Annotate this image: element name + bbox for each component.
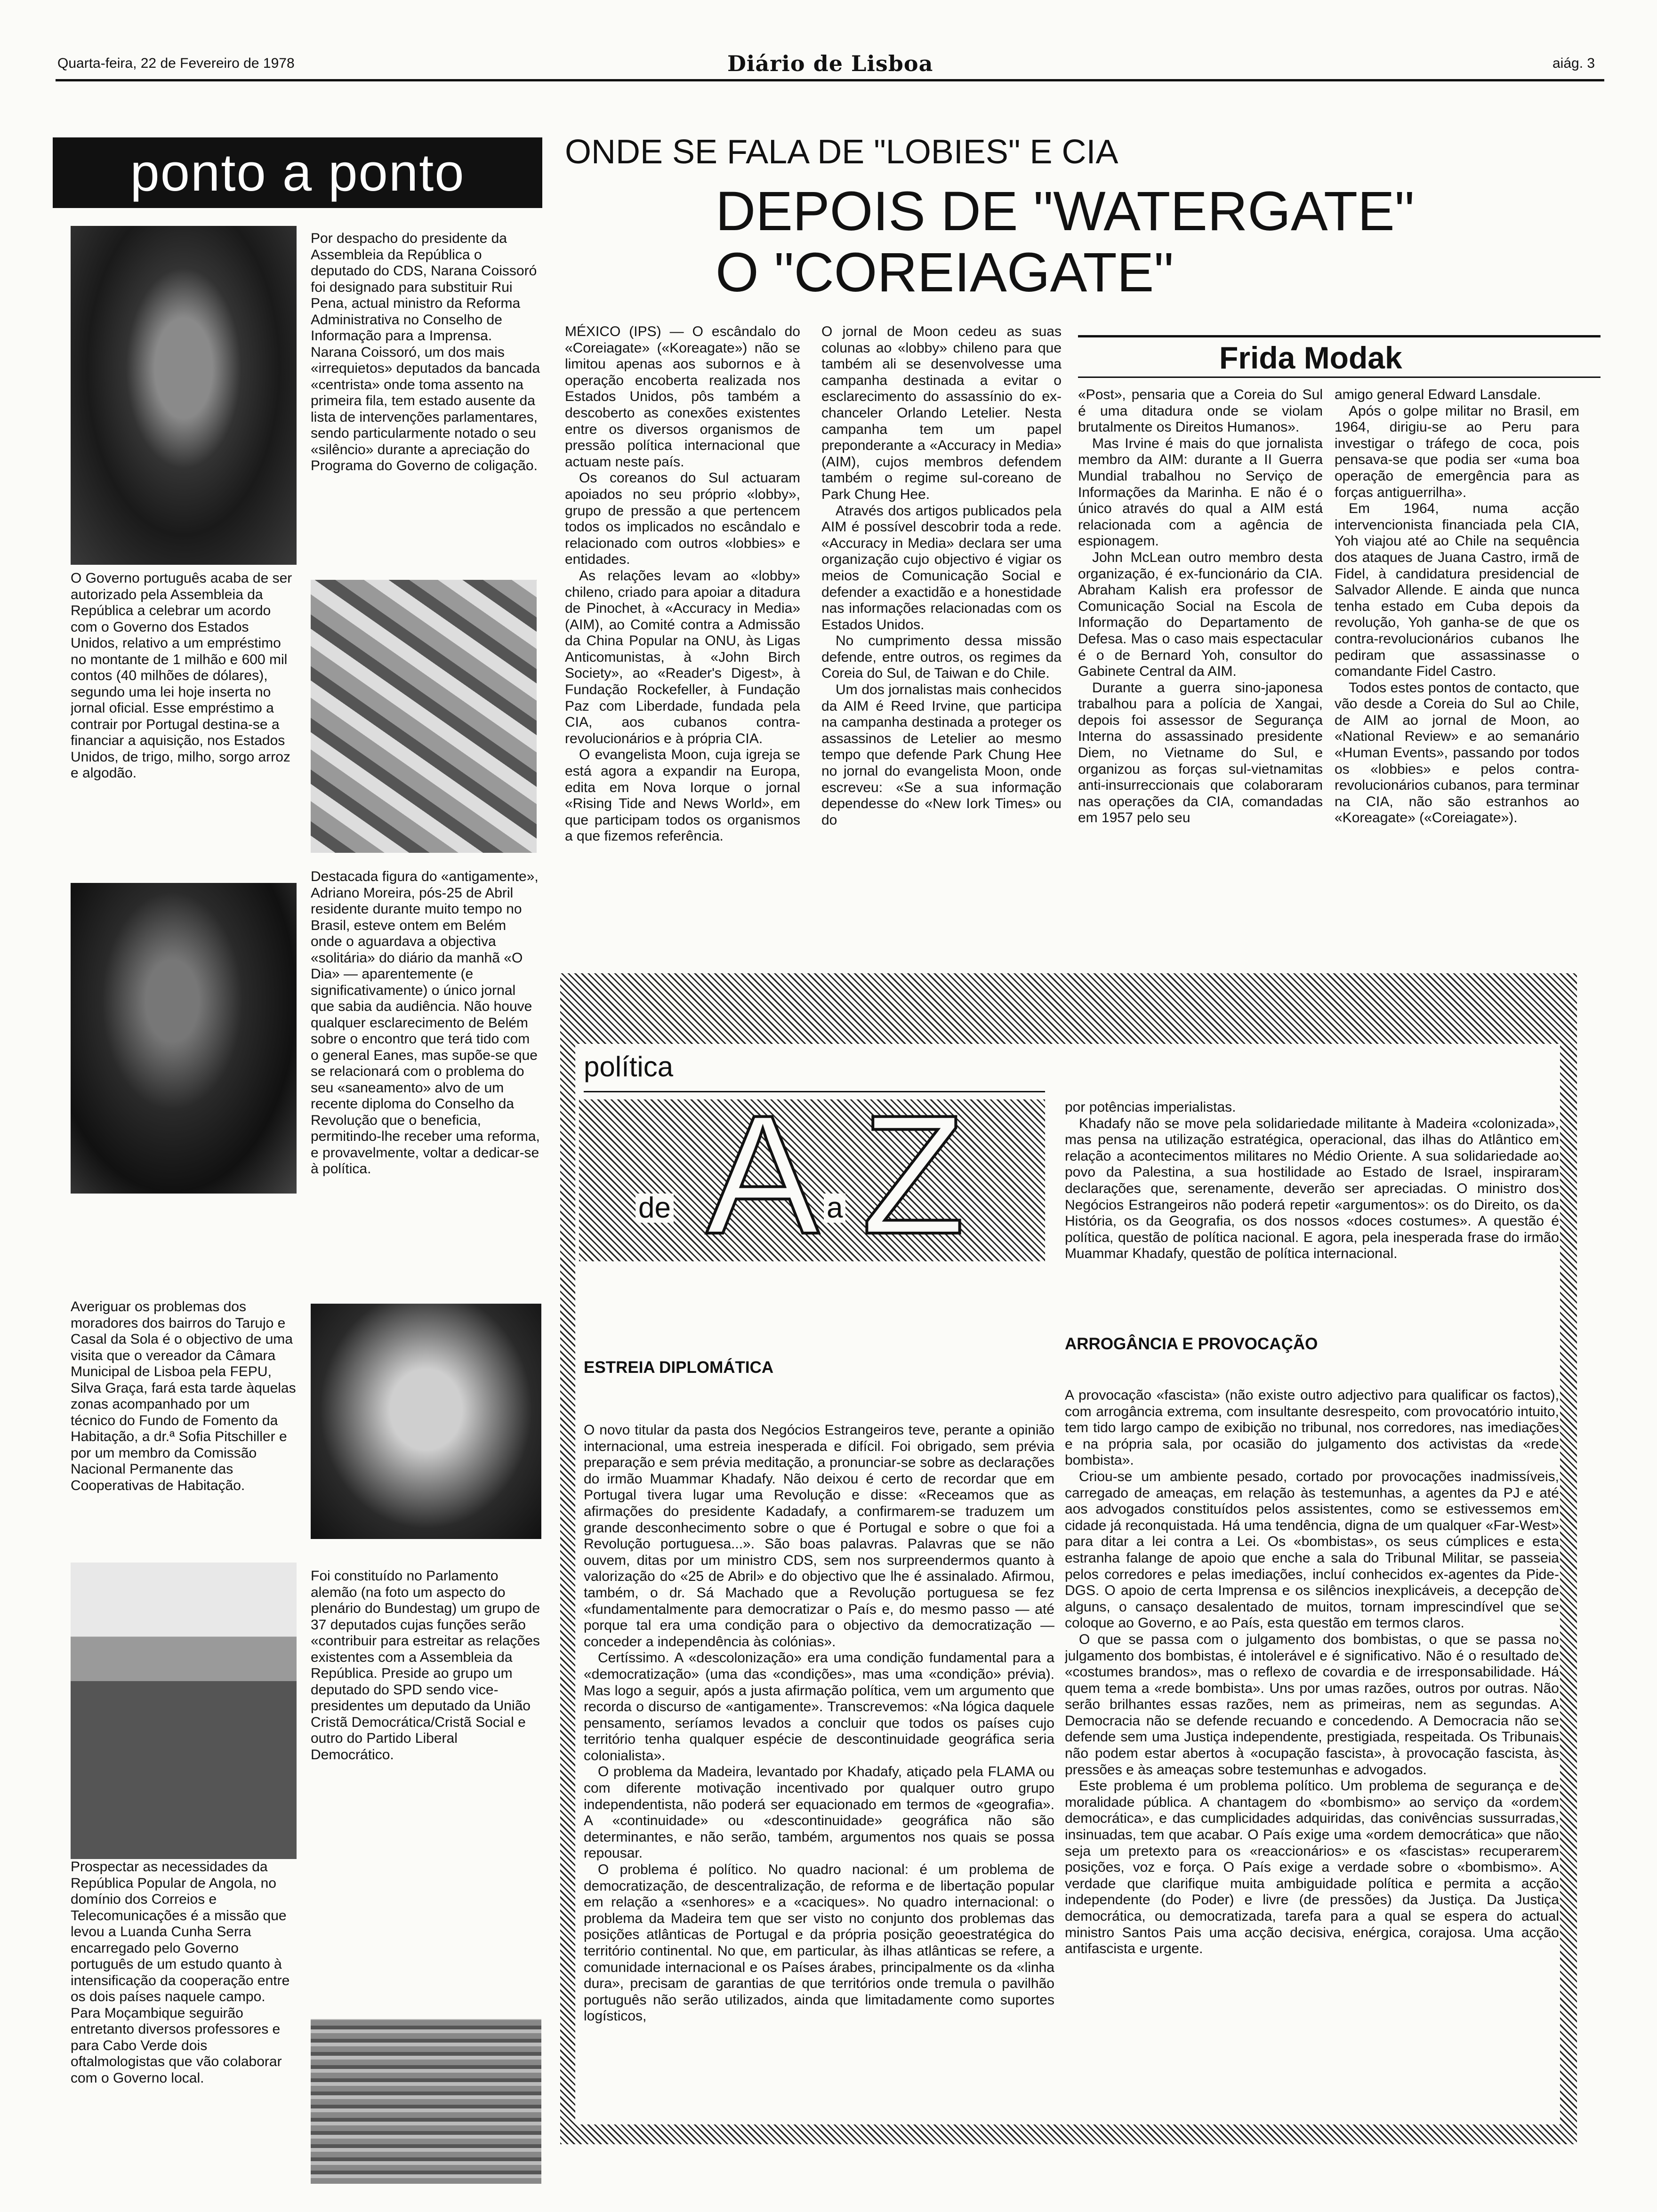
paragraph: Criou-se um ambiente pesado, cortado por provocações inadmissíveis, carregado de ameaças, em relação às testemunhas, a agentes da PJ e até aos advogados constituídos pelos assistentes, como se estivessemos em cidade já reconquistada. Há uma tendência, digna de um qualquer «Far-West» para ditar a lei contra a Lei. Os «bombistas», os seus cúmplices e esta estranha falange de apoio que enche a sala do Tribunal Militar, se passeia pelos corredores e pelas imediações, incluí conhecidos ex-agentes da Pide-DGS. O apoio de certa Imprensa e os silêncios inexplicáveis, a decepção de alguns, o cansaço desalentado de muitos, tornam imprescindível que se coloque ao Governo, e ao País, esta questão em termos claros. xyxy=(1065,1468,1559,1631)
paragraph: O jornal de Moon cedeu as suas colunas ao «lobby» chileno para que também ali se desenvolvesse uma campanha destinada a evitar o esclarecimento do assassínio do ex-chanceler Orlando Letelier. Nesta campanha tem um papel preponderante a «Accuracy in Media» (AIM), cujos membros defendem também o regime sul-coreano de Park Chung Hee. xyxy=(821,324,1062,502)
ponto-title: ponto a ponto xyxy=(130,143,465,202)
lobbies-col-1 xyxy=(565,324,800,950)
header-date: Quarta-feira, 22 de Fevereiro de 1978 xyxy=(57,56,295,71)
a-z-z-big: Z xyxy=(861,1080,965,1269)
a-z-de: de xyxy=(635,1194,674,1223)
paragraph: O novo titular da pasta dos Negócios Estrangeiros teve, perante a opinião internacional, uma estreia inesperada e difícil. Foi obrigado, sem prévia preparação e sem prévia meditação, a pronunciar-se sobre as declarações do irmão Muammar Khadafy. Não deixou é certo de recordar que em Portugal tivera lugar uma Revolução e disse: «Receamos que as afirmações do presidente Kadadafy, a confirmarem-se traduzem um grande desconhecimento sobre o que é Portugal e sobre o que foi a Revolução portuguesa...». São boas palavras. Palavras que se não ouvem, ditas por um ministro CDS, sem nos surpreendermos quanto à valorização do «25 de Abril» e do objectivo que lhe é assinalado. Afirmou, também, o dr. Sá Machado que a Revolução portuguesa se fez «fundamentalmente para democratizar o País e, do mesmo passo — até porque tal era uma condição para o objectivo da democratização — conceder a independência às colónias». xyxy=(584,1422,1054,1650)
aerial-city-photo xyxy=(311,2019,541,2184)
paragraph: Os coreanos do Sul actuaram apoiados no seu próprio «lobby», grupo de pressão a que pertencem todos os implicados no escândalo e relacionado com outros «lobbies» e entidades. xyxy=(565,470,800,568)
bundestag-photo xyxy=(71,1563,297,1859)
paragraph: Durante a guerra sino-japonesa trabalhou para a polícia de Xangai, depois foi assessor de Segurança Interna do assassinado presidente Diem, no Vietname do Sul, e organizou as forças sul-vietnamitas anti-insurreccionais que colaboraram nas operações da CIA, comandadas em 1957 pelo seu xyxy=(1078,680,1323,826)
subhead-arrogancia: ARROGÂNCIA E PROVOCAÇÃO xyxy=(1065,1335,1318,1353)
portrait-photo xyxy=(311,1304,541,1539)
paragraph: Mas Irvine é mais do que jornalista membro da AIM: durante a II Guerra Mundial trabalhou no Serviço de Informações da Marinha. E não é o único através do qual a AIM está relacionada com a agência de espionagem. xyxy=(1078,435,1323,549)
paragraph: Este problema é um problema político. Um problema de segurança e de moralidade pública. A chantagem do «bombismo» ao serviço da «ordem democrática», e das cumplicidades adquiridas, das conivências sussurradas, insinuadas, tem que acabar. O País exige uma «ordem democrática» que não seja um pretexto para os «reaccionários» e os «fascistas» recuperarem posições, voz e força. O País exige a verdade sobre o «bombismo». A verdade que clarifique muita ambiguidade política e permita a acção independente (do Poder) e livre (de pressões) da Justiça. Da Justiça democrática, ou democratizada, tarefa para a qual se espera do actual ministro Santos Pais uma acção decisiva, enérgica, corajosa. Uma acção antifascista e urgente. xyxy=(1065,1778,1559,1957)
a-z-a-big: A xyxy=(706,1080,820,1269)
coissoro-photo xyxy=(71,226,297,565)
a-z-a-small: a xyxy=(824,1194,845,1223)
masthead: Diário de Lisboa xyxy=(727,51,933,76)
paragraph: John McLean outro membro desta organização, é ex-funcionário da CIA. Abraham Kalish era professor de Comunicação Social na Escola de Informação do Departamento de Defesa. Mas o caso mais espectacular é o de Bernard Yoh, consultor do Gabinete Central da AIM. xyxy=(1078,549,1323,680)
paragraph: Após o golpe militar no Brasil, em 1964, dirigiu-se ao Peru para investigar o tráfego de coca, pois pensava-se que podia ser «uma boa operação de emergência para as forças antiguerrilha». xyxy=(1335,403,1579,500)
politica-intro xyxy=(1065,1099,1559,1302)
paragraph: Todos estes pontos de contacto, que vão desde a Coreia do Sul ao Chile, de AIM ao jornal de Moon, ao «National Review» e ao semanário «Human Events», passando por todos os «lobbies» e pelos contra-revolucionários cubanos, para terminar na CIA, não são estranhos ao «Koreagate» («Coreiagate»). xyxy=(1335,680,1579,826)
paragraph: Khadafy não se move pela solidariedade militante à Madeira «colonizada», mas pensa na utilização estratégica, operacional, das ilhas do Atlântico em relação a acontecimentos militares no Médio Oriente. A sua solidariedade ao povo da Palestina, a sua hostilidade ao Estado de Israel, inspiraram declarações que, serenamente, deverão ser apreciadas. O ministro dos Negócios Estrangeiros não poderá repetir «argumentos»: os do Direito, os da História, os da Geografia, os dos nossos «doces costumes». A questão é política, questão de política nacional. E agora, pela inesperada frase do irmão Muammar Khadafy, questão de política internacional. xyxy=(1065,1115,1559,1262)
byline-rule xyxy=(1078,335,1601,337)
paragraph: O que se passa com o julgamento dos bombistas, o que se passa no julgamento dos bombistas, é intolerável e é significativo. Não é o resultado de «costumes brandos», mas o reflexo de covardia e de irresponsabilidade. Há quem tema a «rede bombista». Uns por umas razões, outros por outras. Não serão brilhantes essas razões, nem as primeiras, nem as segundas. A Democracia não se defende recuando e concedendo. A Democracia não se defende sem uma Justiça independente, prestigiada, respeitada. Os Tribunais não podem estar abertos à «ocupação fascista», à provocação fascista, às pressões e às ameaças sobre testemunhas e advogados. xyxy=(1065,1631,1559,1778)
paragraph: amigo general Edward Lansdale. xyxy=(1335,387,1541,402)
paragraph: por potências imperialistas. xyxy=(1065,1099,1236,1115)
money-photo xyxy=(311,580,537,853)
lobbies-col-2 xyxy=(821,324,1062,950)
paragraph: «Post», pensaria que a Coreia do Sul é uma ditadura onde se violam brutalmente os Direitos Humanos». xyxy=(1078,387,1323,435)
paragraph: Certíssimo. A «descolonização» era uma condição fundamental para a «democratização» (uma das «condições», mas uma «condição» prévia). Mas logo a seguir, após a justa afirmação política, vem um argumento que recorda o discurso de «antigamente». Transcrevemos: «Na lógica daquele pensamento, seríamos levados a concluir que todos os países cujo território tenha qualquer espécie de descontinuidade geográfica seria colonialista». xyxy=(584,1650,1054,1763)
paragraph: Um dos jornalistas mais conhecidos da AIM é Reed Irvine, que participa na campanha destinada a proteger os assassinos de Letelier ao mesmo tempo que defende Park Chung Hee no jornal do evangelista Moon, onde escreveu: «Se a sua informação dependesse do «New Iork Times» ou do xyxy=(821,682,1062,828)
paragraph: MÉXICO (IPS) — O escândalo do «Coreiagate» («Koreagate») não se limitou apenas aos subornos e à operação encoberta realizada nos Estados Unidos, pôs também a descoberto as conexões existentes entre os diversos organismos de pressão política internacional que actuam neste país. xyxy=(565,324,800,470)
lobbies-col-4 xyxy=(1335,387,1579,950)
subhead-estreia: ESTREIA DIPLOMÁTICA xyxy=(584,1358,774,1377)
ponto-title-box xyxy=(53,137,542,208)
byline: Frida Modak xyxy=(1219,340,1402,375)
a-z-logo xyxy=(579,1080,1045,1269)
paragraph: O problema é político. No quadro nacional: é um problema de democratização, de descentralização, de reforma e de libertação popular em relação a «senhores» e a «caciques». No quadro internacional: o problema da Madeira tem que ser visto no conjunto dos problemas das posições atlânticas de Portugal e da própria posição geoestratégica do território continental. No que, em particular, às ilhas atlânticas se refere, a comunidade internacional e os Países árabes, principalmente os da «linha dura», precisam de garantias de que territórios onde tremula o pavilhão português não serão utilizados, ainda que limitadamente como suportes logísticos, xyxy=(584,1862,1054,2024)
politica-right-col xyxy=(1065,1387,1559,2120)
paragraph: No cumprimento dessa missão defende, entre outros, os regimes da Coreia do Sul, de Taiwan e do Chile. xyxy=(821,633,1062,681)
paragraph: Através dos artigos publicados pela AIM é possível descobrir toda a rede. «Accuracy in Media» declara ser uma organização cujo objectivo é vigiar os meios de Comunicação Social e defender a exactidão e a honestidade nas informações relacionadas com os Estados Unidos. xyxy=(821,503,1062,633)
lobbies-headline-2: O "COREIAGATE" xyxy=(716,241,1174,304)
brief-bundestag: Foi constituído no Parlamento alemão (na foto um aspecto do plenário do Bundestag) um grupo de 37 deputados cujas funções serão «contribuir para estreitar as relações existentes com a Assembleia da República. Preside ao grupo um deputado do SPD sendo vice-presidentes um deputado da União Cristã Democrática/Cristã Social e outro do Partido Liberal Democrático. xyxy=(311,1568,540,1763)
politica-left-col xyxy=(584,1422,1054,2119)
header-rule xyxy=(56,79,1604,81)
paragraph: Em 1964, numa acção intervencionista financiada pela CIA, Yoh viajou até ao Chile na sequência dos ataques de Juana Castro, irmã de Fidel, à candidatura presidencial de Salvador Allende. E ainda que nunca tenha estado em Cuba depois da revolução, Yoh ganha-se de que os contra-revolucionários cubanos lhe pediram que assassinasse o comandante Fidel Castro. xyxy=(1335,501,1579,680)
paragraph: As relações levam ao «lobby» chileno, criado para apoiar a ditadura de Pinochet, à «Accuracy in Media» (AIM), ao Comité contra a Admissão da China Popular na ONU, às Ligas Anticomunistas, à «John Birch Society», ao «Reader's Digest», à Fundação Rockefeller, à Fundação Paz com Liberdade, fundada pela CIA, aos cubanos contra-revolucionários e à própria CIA. xyxy=(565,568,800,746)
lobbies-col-3 xyxy=(1078,387,1323,950)
lobbies-headline-1: DEPOIS DE "WATERGATE" xyxy=(716,180,1415,242)
brief-emprestimo: O Governo português acaba de ser autorizado pela Assembleia da República a celebrar um acordo com o Governo dos Estados Unidos, relativo a um empréstimo no montante de 1 milhão e 600 mil contos (40 milhões de dólares), segundo uma lei hoje inserta no jornal oficial. Esse empréstimo a contrair por Portugal destina-se a financiar a aquisição, nos Estados Unidos, de trigo, milho, sorgo arroz e algodão. xyxy=(71,570,292,781)
politica-label: política xyxy=(584,1051,674,1082)
brief-coissoro: Por despacho do presidente da Assembleia da República o deputado do CDS, Narana Coissoró foi designado para substituir Rui Pena, actual ministro da Reforma Administrativa no Conselho de Informação para a Imprensa. Narana Coissoró, um dos mais «irrequietos» deputados da bancada «centrista» onde toma assento na primeira fila, tem estado ausente da lista de intervenções parlamentares, sendo particularmente notado o seu «silêncio» durante a apreciação do Programa do Governo de coligação. xyxy=(311,231,540,473)
paragraph: A provocação «fascista» (não existe outro adjectivo para qualificar os factos), com arrogância extrema, com insultante desrespeito, com provocatório intuito, tem tido largo campo de exibição no tribunal, nos corredores, nas imediações e na própria sala, por ocasião do julgamento dos activistas da «rede bombista». xyxy=(1065,1387,1559,1468)
brief-angola: Prospectar as necessidades da República Popular de Angola, no domínio dos Correios e Telecomunicações é a missão que levou a Luanda Cunha Serra encarregado pelo Governo português de um estudo quanto à intensificação da cooperação entre os dois países naquele campo. Para Moçambique seguirão entretanto diversos professores e para Cabo Verde dois oftalmologistas que vão colaborar com o Governo local. xyxy=(71,1859,290,2086)
brief-tarujo: Averiguar os problemas dos moradores dos bairros do Tarujo e Casal da Sola é o objectivo de uma visita que o vereador da Câmara Municipal de Lisboa pela FEPU, Silva Graça, fará esta tarde àquelas zonas acompanhado por um técnico do Fundo de Fomento da Habitação, a dr.ª Sofia Pitschiller e por um membro da Comissão Nacional Permanente das Cooperativas de Habitação. xyxy=(71,1299,296,1493)
paragraph: O problema da Madeira, levantado por Khadafy, atiçado pela FLAMA ou com diferente motivação incentivado por qualquer outro grupo independentista, não poderá ser equacionado em termos de «geografia». A «continuidade» ou «descontinuidade» geográfica não são determinantes, e não serão, também, argumentos nos quais se possa repousar. xyxy=(584,1764,1054,1861)
adriano-moreira-photo xyxy=(71,883,297,1194)
page-number: aiág. 3 xyxy=(1552,56,1595,71)
paragraph: O evangelista Moon, cuja igreja se está agora a expandir na Europa, edita em Nova Iorque o jornal «Rising Tide and News World», em que participam todos os organismos a que fizemos referência. xyxy=(565,747,800,844)
lobbies-kicker: ONDE SE FALA DE "LOBIES" E CIA xyxy=(565,133,1118,171)
brief-adriano-moreira: Destacada figura do «antigamente», Adriano Moreira, pós-25 de Abril residente durante muito tempo no Brasil, esteve ontem em Belém onde o aguardava a objectiva «solitária» do diário da manhã «O Dia» — aparentemente (e significativamente) o único jornal que sabia da audiência. Não houve qualquer esclarecimento de Belém sobre o encontro que terá tido com o general Eanes, mas supõe-se que se relacionará com o problema do seu «saneamento» alvo de um recente diploma do Conselho da Revolução que o beneficia, permitindo-lhe receber uma reforma, e provavelmente, voltar a dedicar-se à política. xyxy=(311,869,540,1177)
byline-rule-bottom xyxy=(1078,377,1601,378)
